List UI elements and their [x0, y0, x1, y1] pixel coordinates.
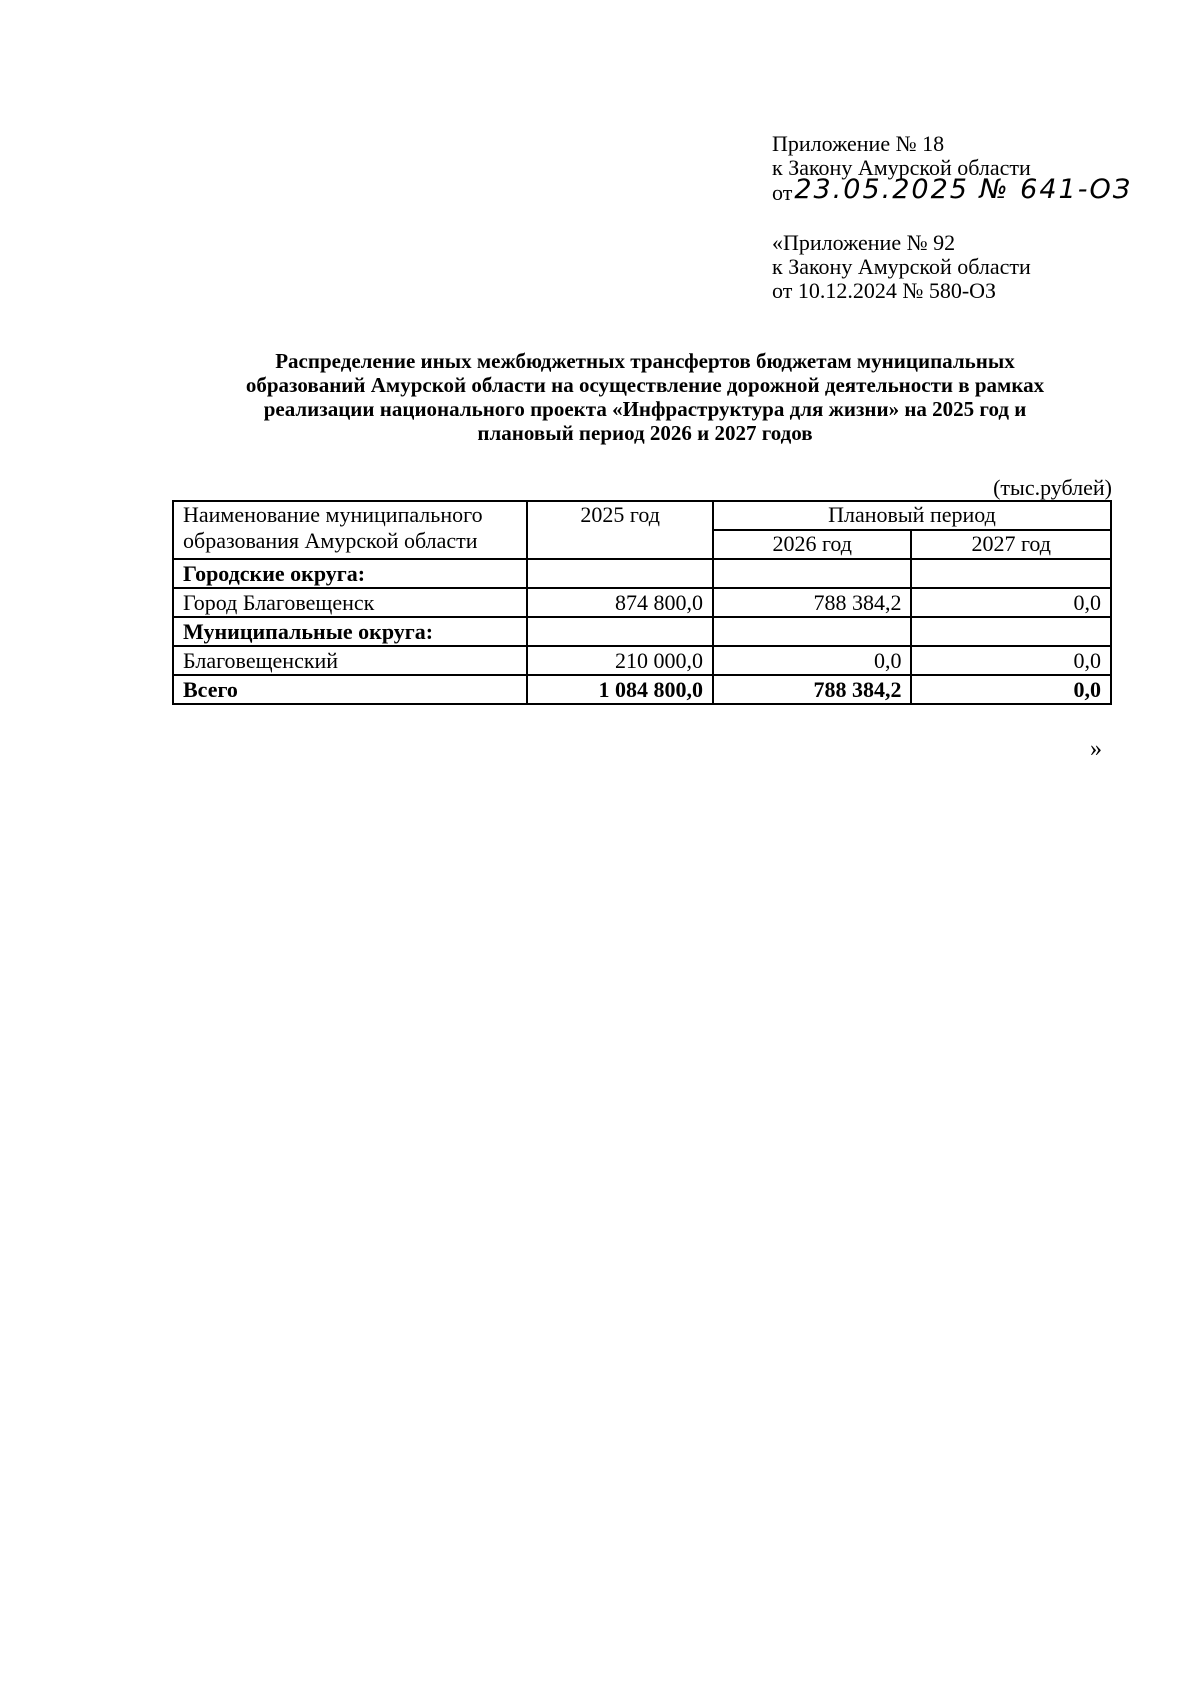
handwritten-date-number: 23.05.2025 № 641-ОЗ: [794, 174, 1133, 205]
units-label: (тыс.рублей): [993, 475, 1112, 500]
value-2026: [713, 559, 912, 588]
table-header-row: [173, 501, 1111, 530]
title-line: образований Амурской области на осуществление дорожной деятельности в рамках: [245, 373, 1045, 397]
section-name: Городские округа:: [173, 559, 527, 588]
value-2027: 0,0: [911, 588, 1111, 617]
appendix-number: Приложение № 18: [772, 131, 945, 156]
table-row: [173, 617, 1111, 646]
header-planning-period: Плановый период: [713, 501, 1111, 530]
table-row: [173, 646, 1111, 675]
value-2025: [527, 559, 713, 588]
table-row: [173, 588, 1111, 617]
municipality-name: Благовещенский: [173, 646, 527, 675]
prev-appendix-law: к Закону Амурской области: [772, 254, 1031, 279]
value-2025: 874 800,0: [527, 588, 713, 617]
header-year-2025: 2025 год: [527, 501, 713, 559]
date-prefix: от: [772, 180, 793, 205]
title-line: плановый период 2026 и 2027 годов: [477, 421, 813, 445]
closing-quote: »: [1090, 736, 1102, 762]
section-name: Муниципальные округа:: [173, 617, 527, 646]
appendix-reference-previous: [772, 231, 1172, 303]
value-2027: 0,0: [911, 646, 1111, 675]
appendix-law: к Закону Амурской области: [772, 155, 1031, 180]
total-label: Всего: [173, 675, 527, 704]
header-year-2026: 2026 год: [713, 530, 912, 559]
value-2026: 0,0: [713, 646, 912, 675]
appendix-date-line: [772, 174, 1172, 205]
total-2027: 0,0: [911, 675, 1111, 704]
title-line: реализации национального проекта «Инфраструктура для жизни» на 2025 год и: [263, 397, 1027, 421]
value-2025: 210 000,0: [527, 646, 713, 675]
value-2027: [911, 617, 1111, 646]
total-2026: 788 384,2: [713, 675, 912, 704]
value-2026: 788 384,2: [713, 588, 912, 617]
appendix-reference-current: [772, 132, 1172, 205]
transfers-table: [172, 500, 1112, 705]
document-title: [160, 349, 1130, 445]
municipality-name: Город Благовещенск: [173, 588, 527, 617]
prev-appendix-number: «Приложение № 92: [772, 230, 956, 255]
header-municipality-line1: Наименование муниципального: [183, 502, 483, 527]
header-year-2027: 2027 год: [911, 530, 1111, 559]
table-row: [173, 559, 1111, 588]
header-municipality-line2: образования Амурской области: [183, 528, 478, 553]
title-line: Распределение иных межбюджетных трансфертов бюджетам муниципальных: [275, 349, 1015, 373]
value-2025: [527, 617, 713, 646]
header-municipality: [173, 501, 527, 559]
table-total-row: [173, 675, 1111, 704]
value-2026: [713, 617, 912, 646]
value-2027: [911, 559, 1111, 588]
prev-appendix-date: от 10.12.2024 № 580-ОЗ: [772, 278, 997, 303]
total-2025: 1 084 800,0: [527, 675, 713, 704]
